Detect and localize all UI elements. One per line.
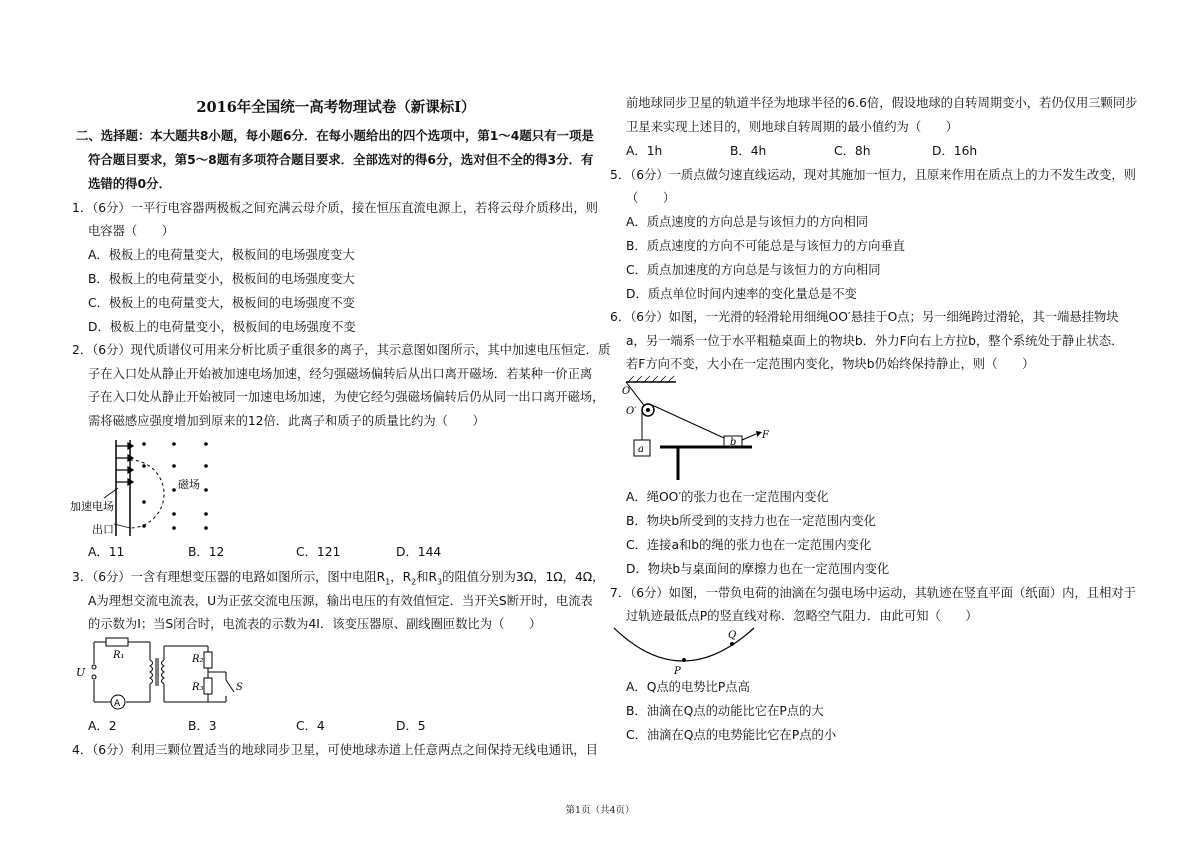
q5-option-a: A．质点速度的方向总是与该恒力的方向相同 xyxy=(626,215,869,229)
fig-label-a: a xyxy=(638,444,644,455)
fig-label-p: P xyxy=(674,666,681,674)
fig-label-exit: 出口 xyxy=(92,523,114,536)
q3-line-1-head: 3．（6分）一含有理想变压器的电路如图所示，图中电阻R xyxy=(72,570,386,584)
fig-label-r3: R₃ xyxy=(192,682,204,693)
q6-option-a: A．绳OO′的张力也在一定范围内变化 xyxy=(626,490,829,504)
mass-spectrometer-figure xyxy=(70,436,230,540)
fig-label-switch: S xyxy=(236,682,243,693)
q2-line-3: 子在入口处从静止开始被同一加速电场加速，为使它经匀强磁场偏转后仍从同一出口离开磁场， xyxy=(88,390,605,404)
trajectory-figure xyxy=(612,624,762,674)
fig-label-ammeter: A xyxy=(114,699,121,709)
q6-line-3: 若F方向不变，大小在一定范围内变化，物块b仍始终保持静止，则（ ） xyxy=(626,357,1035,371)
q4-line-3: 卫星来实现上述目的，则地球自转周期的最小值约为（ ） xyxy=(626,120,959,134)
transformer-circuit-figure xyxy=(72,634,252,716)
q3-option-d: D．5 xyxy=(396,719,426,733)
fig-label-u: U xyxy=(76,666,86,679)
q4-option-a: A．1h xyxy=(626,144,663,158)
fig-label-q: Q xyxy=(728,630,737,641)
q3-r1-sub: 1 xyxy=(385,577,391,587)
q5-option-d: D．质点单位时间内速率的变化量总是不变 xyxy=(626,287,857,301)
q3-r2-sub: 2 xyxy=(411,577,417,587)
q3-r2-text: ，R xyxy=(390,570,412,584)
q7-line-2: 过轨迹最低点P的竖直线对称．忽略空气阻力．由此可知（ ） xyxy=(626,609,978,623)
q2-line-2: 子在入口处从静止开始被加速电场加速，经匀强磁场偏转后从出口离开磁场．若某种一价正离 xyxy=(88,367,593,381)
q2-option-c: C．121 xyxy=(296,545,341,559)
q7-line-1: 7．（6分）如图，一带负电荷的油滴在匀强电场中运动，其轨迹在竖直平面（纸面）内，且相对于 xyxy=(610,586,1136,600)
q7-option-c: C．油滴在Q点的电势能比它在P点的小 xyxy=(626,728,837,742)
q4-option-b: B．4h xyxy=(730,144,767,158)
q6-line-2: a，另一端系一位于水平粗糙桌面上的物块b．外力F向右上方拉b，整个系统处于静止状态． xyxy=(626,334,1124,348)
q7-option-a: A．Q点的电势比P点高 xyxy=(626,680,750,694)
q1-option-c: C．极板上的电荷量变大，极板间的电场强度不变 xyxy=(88,296,355,310)
page-footer: 第1页（共4页） xyxy=(565,805,635,816)
q1-option-a: A．极板上的电荷量变大，极板间的电场强度变大 xyxy=(88,248,355,262)
q3-r3-text: 和R xyxy=(416,570,438,584)
fig-label-b: b xyxy=(730,437,737,448)
q3-option-a: A．2 xyxy=(88,719,117,733)
q3-r3-sub: 3 xyxy=(437,577,443,587)
q6-line-1: 6．（6分）如图，一光滑的轻滑轮用细绳OO′悬挂于O点；另一细绳跨过滑轮，其一端悬挂物块 xyxy=(610,310,1119,324)
q4-option-c: C．8h xyxy=(834,144,871,158)
fig-label-f: F xyxy=(762,430,769,441)
fig-label-o-prime: O′ xyxy=(626,406,637,417)
q4-line-2: 前地球同步卫星的轨道半径为地球半径的6.6倍，假设地球的自转周期变小，若仍仅用三颗同步 xyxy=(626,96,1138,110)
q2-line-1: 2．（6分）现代质谱仪可用来分析比质子重很多的离子，其示意图如图所示，其中加速电压恒定．质 xyxy=(72,343,611,357)
section-line-2: 符合题目要求，第5～8题有多项符合题目要求．全部选对的得6分，选对但不全的得3分．有 xyxy=(88,152,594,167)
page-title: 2016年全国统一高考物理试卷（新课标Ⅰ） xyxy=(196,99,476,116)
q4-line-1: 4．（6分）利用三颗位置适当的地球同步卫星，可使地球赤道上任意两点之间保持无线电通讯，目 xyxy=(72,743,598,757)
q1-line-2: 电容器（ ） xyxy=(88,224,175,238)
q3-line-2: A为理想交流电流表，U为正弦交流电压源，输出电压的有效值恒定．当开关S断开时，电流表 xyxy=(88,594,593,608)
q1-option-b: B．极板上的电荷量变小，极板间的电场强度变大 xyxy=(88,272,355,286)
fig-label-accelerating-field: 加速电场 xyxy=(70,500,114,513)
q5-option-b: B．质点速度的方向不可能总是与该恒力的方向垂直 xyxy=(626,239,905,253)
q5-option-c: C．质点加速度的方向总是与该恒力的方向相同 xyxy=(626,263,881,277)
q3-option-b: B．3 xyxy=(188,719,217,733)
fig-label-r2: R₂ xyxy=(192,654,204,665)
q3-line-1 xyxy=(72,569,604,590)
q3-line-3: 的示数为I；当S闭合时，电流表的示数为4I．该变压器原、副线圈匝数比为（ ） xyxy=(88,617,542,631)
q6-option-c: C．连接a和b的绳的张力也在一定范围内变化 xyxy=(626,538,872,552)
q7-option-b: B．油滴在Q点的动能比它在P点的大 xyxy=(626,704,824,718)
q3-option-c: C．4 xyxy=(296,719,325,733)
q6-option-d: D．物块b与桌面间的摩擦力也在一定范围内变化 xyxy=(626,562,890,576)
q4-option-d: D．16h xyxy=(932,144,978,158)
q5-line-1: 5．（6分）一质点做匀速直线运动，现对其施加一恒力，且原来作用在质点上的力不发生改变，则 xyxy=(610,168,1136,182)
pulley-figure xyxy=(620,374,790,482)
q2-option-b: B．12 xyxy=(188,545,225,559)
fig-label-magnetic-field: 磁场 xyxy=(178,478,200,491)
fig-label-r1: R₁ xyxy=(113,650,125,661)
q1-line-1: 1．（6分）一平行电容器两极板之间充满云母介质，接在恒压直流电源上，若将云母介质移出，则 xyxy=(72,201,598,215)
q2-option-d: D．144 xyxy=(396,545,442,559)
q2-line-4: 需将磁感应强度增加到原来的12倍．此离子和质子的质量比约为（ ） xyxy=(88,414,485,428)
q2-option-a: A．11 xyxy=(88,545,125,559)
fig-label-o: O xyxy=(622,386,631,397)
section-line-1: 二、选择题：本大题共8小题，每小题6分．在每小题给出的四个选项中，第1～4题只有一项是 xyxy=(76,128,594,143)
q6-option-b: B．物块b所受到的支持力也在一定范围内变化 xyxy=(626,514,876,528)
q5-line-2: （ ） xyxy=(626,191,676,205)
section-line-3: 选错的得0分． xyxy=(88,176,171,191)
q1-option-d: D．极板上的电荷量变小，极板间的电场强度不变 xyxy=(88,320,356,334)
q3-line-1-tail: 的阻值分别为3Ω，1Ω，4Ω， xyxy=(442,570,605,584)
